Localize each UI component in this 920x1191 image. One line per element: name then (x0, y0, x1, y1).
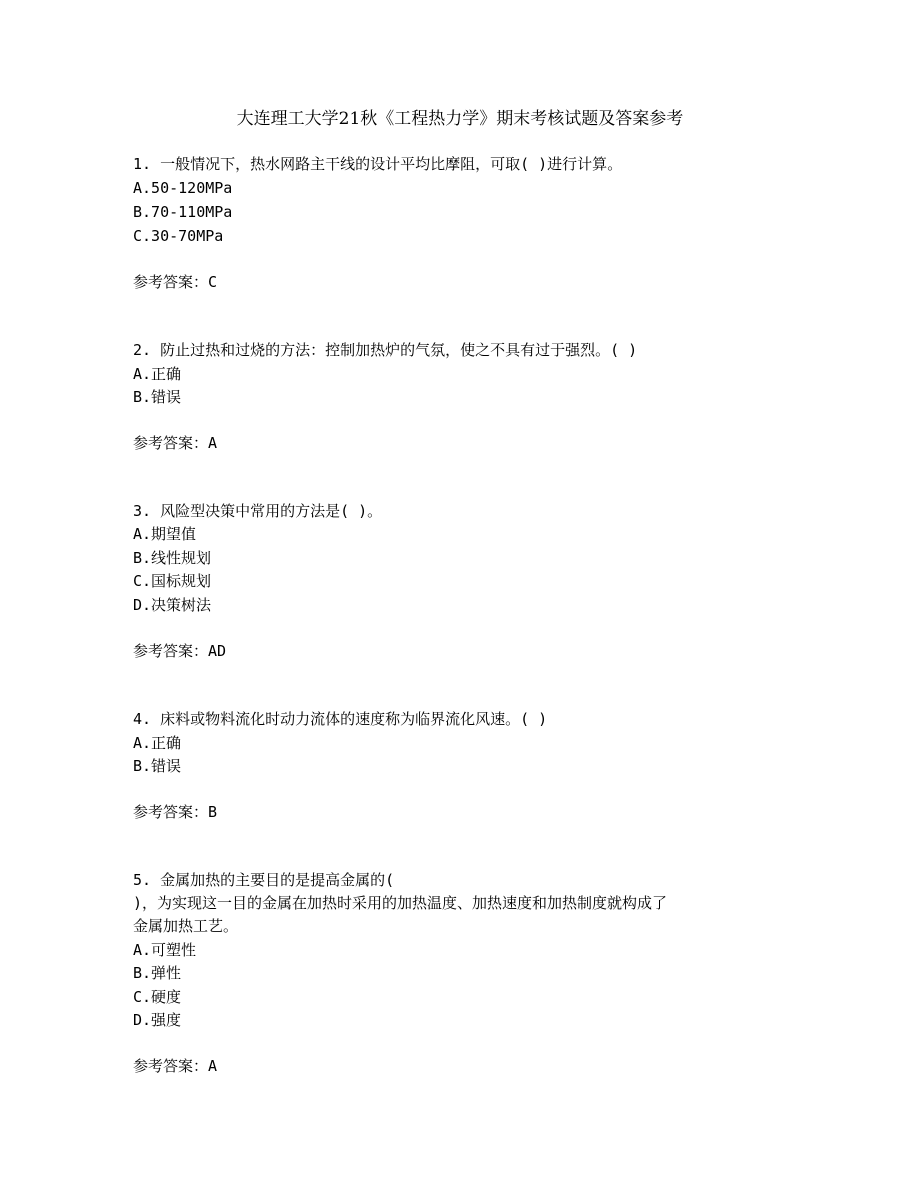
question-stem: 4. 床料或物料流化时动力流体的速度称为临界流化风速。( ) (133, 710, 548, 728)
answer-line (133, 1054, 217, 1078)
answer-line (133, 431, 217, 455)
option: A.期望值 (133, 525, 197, 543)
answer-line (133, 800, 217, 824)
answer-label: 参考答案： (133, 642, 209, 660)
option: A.正确 (133, 734, 182, 752)
option: A.可塑性 (133, 941, 197, 959)
answer-value: B (208, 803, 218, 821)
answer-value: A (208, 434, 218, 452)
option: C.硬度 (133, 988, 182, 1006)
option: A.正确 (133, 365, 182, 383)
question-stem-continued: 金属加热工艺。 (133, 917, 239, 935)
option: B.线性规划 (133, 549, 212, 567)
question-stem: 3. 风险型决策中常用的方法是( )。 (133, 502, 383, 520)
option: B.错误 (133, 757, 182, 775)
option: B.70-110MPa (133, 203, 233, 221)
option: A.50-120MPa (133, 179, 233, 197)
answer-value: A (208, 1057, 218, 1075)
answer-line (133, 639, 226, 663)
option: C.国标规划 (133, 572, 212, 590)
option: B.错误 (133, 388, 182, 406)
answer-line (133, 270, 217, 294)
question-stem: 1. 一般情况下，热水网路主干线的设计平均比摩阻，可取( )进行计算。 (133, 155, 623, 173)
answer-label: 参考答案： (133, 434, 209, 452)
option: D.强度 (133, 1011, 182, 1029)
answer-value: AD (208, 642, 227, 660)
option: B.弹性 (133, 964, 182, 982)
answer-label: 参考答案： (133, 1057, 209, 1075)
question-stem-continued: )，为实现这一目的金属在加热时采用的加热温度、加热速度和加热制度就构成了 (133, 894, 668, 912)
question-stem: 5. 金属加热的主要目的是提高金属的( (133, 871, 395, 889)
answer-value: C (208, 273, 218, 291)
option: C.30-70MPa (133, 227, 224, 245)
answer-label: 参考答案： (133, 273, 209, 291)
page-title: 大连理工大学21秋《工程热力学》期末考核试题及答案参考 (236, 109, 684, 129)
option: D.决策树法 (133, 596, 212, 614)
question-stem: 2. 防止过热和过烧的方法：控制加热炉的气氛，使之不具有过于强烈。( ) (133, 341, 638, 359)
answer-label: 参考答案： (133, 803, 209, 821)
